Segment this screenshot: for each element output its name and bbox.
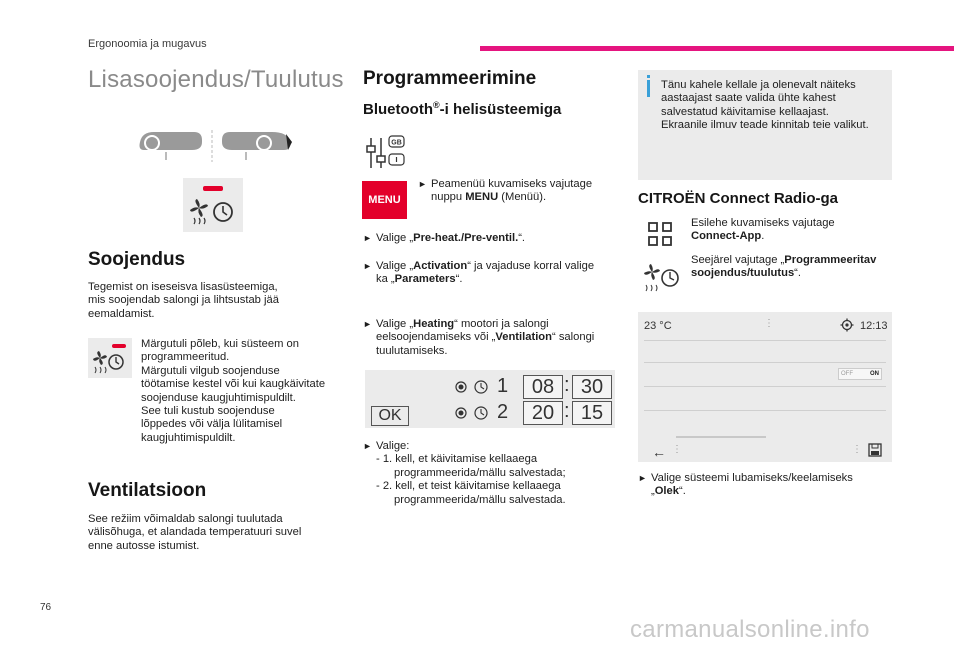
connect-step-1	[691, 217, 891, 244]
step-activation: ► Valige „Activation“ ja vajaduse korral valige ka „Parameters“.	[363, 260, 595, 286]
indicator-line: Märgutuli põleb, kui süsteem on	[141, 338, 299, 350]
screen-scroll-indicator	[676, 436, 766, 438]
timer-2-label: 2	[497, 401, 509, 423]
vent-line: enne autosse istumist.	[88, 539, 200, 552]
indicator-icon-box	[88, 338, 132, 378]
timer-2-minutes[interactable]: 15	[572, 401, 612, 425]
step-preheat: ► Valige „Pre-heat./Pre-ventil.“.	[363, 232, 526, 244]
vent-line: välisõhuga, et alandada temperatuuri suvel	[88, 526, 302, 539]
windshield-illustration	[136, 128, 296, 164]
connect-app-grid-icon[interactable]	[646, 220, 674, 248]
info-line: Ekraanile ilmuv teade kinnitab teie valikut.	[661, 119, 869, 132]
c2-bold-2: soojendus/tuulutus	[691, 267, 795, 280]
screen-divider-dots: ⋮	[672, 444, 682, 455]
arrow-bullet-icon: ►	[363, 319, 372, 329]
watermark: carmanualsonline.info	[630, 616, 870, 643]
ventilation-description	[88, 513, 338, 553]
screen-back-arrow-icon[interactable]: ←	[652, 444, 666, 460]
info-line: aastaajast saate valida ühte kahest	[661, 92, 836, 105]
clock-programming-panel	[365, 370, 615, 428]
c1-end: .	[761, 230, 765, 243]
screen-temperature: 23 °C	[644, 320, 672, 332]
timer-2-separator: :	[564, 400, 570, 422]
timer-2-icons	[453, 404, 493, 422]
timer-1-separator: :	[564, 374, 570, 396]
toggle-on-label: ON	[870, 371, 879, 377]
screen-row-divider	[644, 386, 886, 387]
choose-option-1-cont: programmeerida/mällu salvestada;	[394, 466, 566, 479]
heater-timer-icon	[183, 178, 243, 232]
timer-1-label: 1	[497, 375, 509, 397]
indicator-description	[141, 338, 341, 445]
info-text	[661, 79, 886, 133]
step-menu: ► Peamenüü kuvamiseks vajutage nuppu MENU (Menüü).	[418, 178, 593, 204]
heater-indicator-icon	[88, 338, 132, 378]
info-box	[638, 70, 892, 180]
c2-text: Seejärel vajutage „	[691, 254, 785, 266]
timer-1-hours[interactable]: 08	[523, 375, 563, 399]
arrow-bullet-icon: ►	[363, 441, 372, 451]
choose-option-2-cont: programmeerida/mällu salvestada.	[394, 493, 566, 506]
heating-description	[88, 281, 328, 321]
settings-sliders-icon	[363, 134, 407, 172]
info-icon	[647, 80, 650, 97]
c2-bold: Programmeeritav	[784, 254, 877, 266]
screen-row-divider	[644, 410, 886, 411]
arrow-bullet-icon: ►	[363, 261, 372, 271]
indicator-line: soojenduse kaugjuhtimispuldilt.	[141, 391, 296, 404]
page-title: Lisasoojendus/Tuulutus	[88, 66, 344, 93]
indicator-line: kaugjuhtimispuldilt.	[141, 431, 236, 444]
timer-1-icons	[453, 378, 493, 396]
screen-settings-icon[interactable]	[840, 318, 854, 332]
screen-row-divider	[644, 340, 886, 341]
screen-save-icon[interactable]	[868, 443, 882, 457]
heating-line: Tegemist on iseseisva lisasüsteemiga,	[88, 281, 278, 293]
step-choose: ► Valige: - 1. kell, et käivitamise kellaaega programmeerida/mällu salvestada; - 2. kell, et teist käivitamise kellaaega programmeerida/mällu salvestada.	[363, 440, 623, 507]
programming-heading: Programmeerimine	[363, 68, 537, 89]
ventilation-heading: Ventilatsioon	[88, 480, 207, 501]
arrow-bullet-icon: ►	[363, 233, 372, 243]
bt-title-rest: -i helisüsteemiga	[439, 101, 562, 118]
heating-line: mis soojendab salongi ja lihtsustab jää	[88, 294, 279, 307]
indicator-line: töötamise kestel või kui kaugkäivitate	[141, 378, 326, 391]
status-toggle[interactable]	[838, 368, 882, 380]
step-heating: ► Valige „Heating“ mootori ja salongi eelsoojendamiseks või „Ventilation“ salongi tuulutamiseks.	[363, 318, 595, 357]
menu-button[interactable]: MENU	[362, 181, 407, 219]
screen-row-divider	[644, 362, 886, 363]
connect-radio-heading: CITROËN Connect Radio-ga	[638, 190, 839, 207]
ok-button[interactable]: OK	[371, 406, 409, 426]
step-status: ► Valige süsteemi lubamiseks/keelamiseks „Olek“.	[638, 472, 853, 498]
gb-label: GB	[391, 139, 402, 147]
connect-step-2	[691, 254, 901, 281]
heating-heading: Soojendus	[88, 249, 186, 270]
indicator-line: Märgutuli vilgub soojenduse	[141, 364, 280, 377]
arrow-bullet-icon: ►	[638, 473, 647, 483]
programmable-heating-icon[interactable]	[640, 258, 682, 294]
screen-clock: 12:13	[860, 320, 888, 332]
section-header: Ergonoomia ja mugavus	[88, 38, 207, 50]
screen-divider-dots: ⋮	[764, 318, 774, 329]
bluetooth-heading	[363, 100, 561, 118]
toggle-off-label: OFF	[841, 371, 853, 377]
info-icon-dot	[647, 75, 650, 78]
indicator-line: See tuli kustub soojenduse	[141, 405, 275, 418]
timer-1-minutes[interactable]: 30	[572, 375, 612, 399]
heating-line: eemaldamist.	[88, 307, 155, 320]
timer-2-hours[interactable]: 20	[523, 401, 563, 425]
info-line: salvestatud käivitamise kellaajast.	[661, 105, 829, 118]
bt-title: Bluetooth	[363, 101, 433, 118]
c1-bold: Connect-App	[691, 230, 762, 243]
screen-divider-dots: ⋮	[852, 444, 862, 455]
choose-option-2: - 2. kell, et teist käivitamise kellaaega	[376, 480, 561, 493]
c2-end: “.	[794, 267, 802, 280]
arrow-bullet-icon: ►	[418, 179, 427, 189]
page-number: 76	[40, 602, 52, 613]
info-line: Tänu kahele kellale ja olenevalt näiteks	[661, 79, 856, 91]
section-accent-bar	[480, 46, 954, 51]
registered-mark: ®	[432, 100, 440, 110]
indicator-line: programmeeritud.	[141, 351, 230, 364]
touchscreen-preview	[638, 312, 892, 462]
indicator-line: lõppedes või välja lülitamisel	[141, 418, 283, 431]
choose-option-1: - 1. kell, et käivitamise kellaaega	[376, 453, 538, 466]
vent-line: See režiim võimaldab salongi tuulutada	[88, 513, 283, 525]
c1-line: Esilehe kuvamiseks vajutage	[691, 217, 835, 229]
heater-timer-icon-box	[183, 178, 243, 232]
